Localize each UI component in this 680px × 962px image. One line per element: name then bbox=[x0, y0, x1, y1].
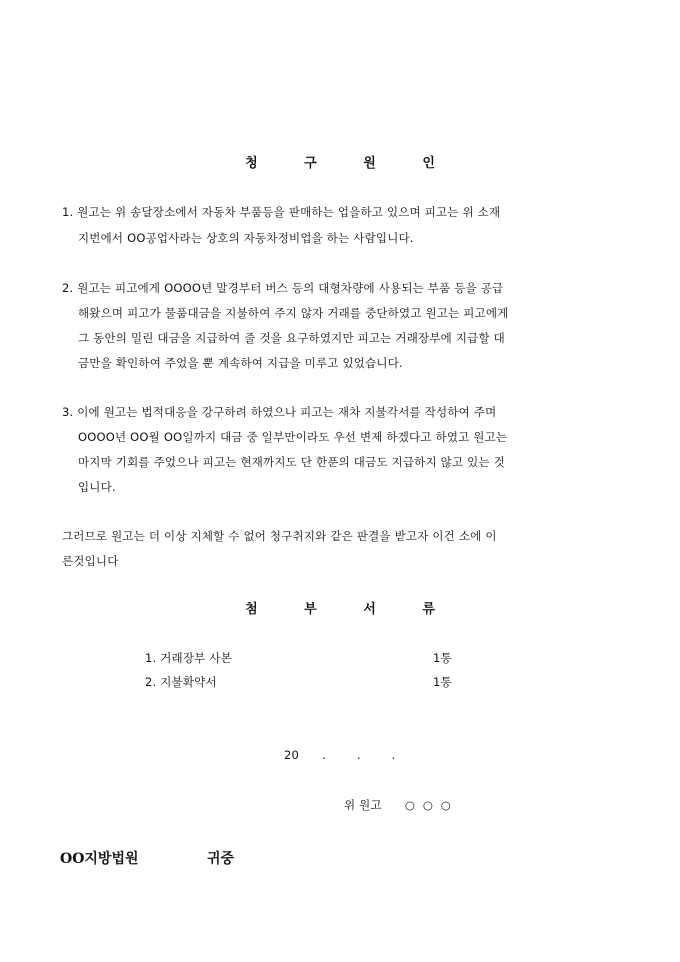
court-name: OO지방법원 bbox=[60, 851, 139, 867]
title-char: 구 bbox=[304, 156, 317, 171]
date-line: 20 . . . bbox=[284, 748, 396, 762]
title-char: 부 bbox=[304, 602, 317, 617]
paragraph-line: 입니다. bbox=[78, 480, 116, 494]
attachment-name: 2. 지불확약서 bbox=[145, 675, 217, 689]
title-char: 서 bbox=[363, 602, 376, 617]
attachment-name: 1. 거래장부 사본 bbox=[145, 651, 232, 665]
section-title-claim-cause bbox=[0, 152, 680, 171]
paragraph-line: 그러므로 원고는 더 이상 지체할 수 없어 청구취지와 같은 판결을 받고자 이건 소에 이 bbox=[62, 529, 497, 543]
paragraph-line: 1. 원고는 위 송달장소에서 자동차 부품등을 판매하는 업을하고 있으며 피고는 위 소재 bbox=[62, 205, 501, 219]
attachment-count: 1통 bbox=[433, 675, 452, 689]
paragraph-line: 그 동안의 밀린 대금을 지급하여 줄 것을 요구하였지만 피고는 거래장부에 지급할 대 bbox=[78, 331, 505, 345]
title-char: 인 bbox=[422, 156, 435, 171]
court-suffix: 귀중 bbox=[207, 851, 235, 867]
paragraph-line: 마지막 기회를 주었으나 피고는 현재까지도 단 한푼의 대금도 지급하지 않고 있는 것 bbox=[78, 455, 505, 469]
title-char: 첨 bbox=[245, 602, 258, 617]
title-char: 원 bbox=[363, 156, 376, 171]
paragraph-line: 해왔으며 피고가 물품대금을 지불하여 주지 않자 거래를 중단하였고 원고는 피고에게 bbox=[78, 306, 509, 320]
plaintiff-line: 위 원고 ○ ○ ○ bbox=[344, 798, 452, 812]
paragraph-line: 른것입니다 bbox=[62, 554, 119, 568]
paragraph-line: 금만을 확인하여 주었을 뿐 계속하여 지급을 미루고 있었습니다. bbox=[78, 356, 403, 370]
attachment-count: 1통 bbox=[433, 651, 452, 665]
title-char: 청 bbox=[245, 156, 258, 171]
paragraph-line: 2. 원고는 피고에게 OOOO년 말경부터 버스 등의 대형차량에 사용되는 부품 등을 공급 bbox=[62, 281, 504, 295]
title-char: 류 bbox=[422, 602, 435, 617]
paragraph-line: OOOO년 OO월 OO일까지 대금 중 일부만이라도 우선 변제 하겠다고 하였고 원고는 bbox=[78, 430, 508, 444]
section-title-attachments bbox=[0, 598, 680, 617]
paragraph-line: 3. 이에 원고는 법적대응을 강구하려 하였으나 피고는 재차 지불각서를 작성하여 주며 bbox=[62, 405, 497, 419]
paragraph-line: 지번에서 OO공업사라는 상호의 자동차정비업을 하는 사람입니다. bbox=[78, 231, 414, 245]
